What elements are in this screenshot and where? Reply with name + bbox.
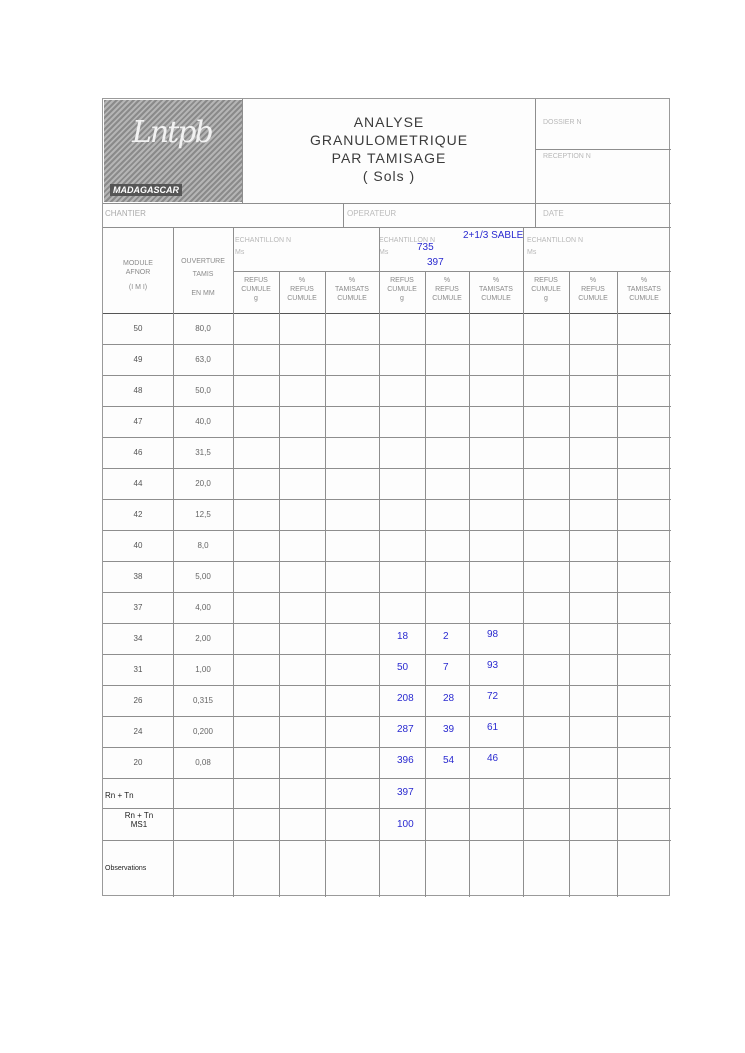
grid-line xyxy=(103,227,671,228)
tamis-cell: 63,0 xyxy=(195,355,211,364)
grid-line xyxy=(103,716,671,717)
subheader-line: % xyxy=(348,277,356,284)
subheader-line: REFUS xyxy=(435,286,459,293)
pct-refus-value: 39 xyxy=(443,724,455,735)
pct-refus-value: 28 xyxy=(443,693,455,704)
pct-tamisats-value: 98 xyxy=(487,629,499,640)
tamis-cell: 80,0 xyxy=(195,324,211,333)
grid-line xyxy=(103,778,671,779)
module-cell: 31 xyxy=(133,665,143,674)
refus-value: 396 xyxy=(397,755,414,766)
grid-line xyxy=(425,271,426,897)
tamis-cell: 8,0 xyxy=(197,541,209,550)
pct-tamisats-value: 61 xyxy=(487,722,499,733)
module-cell: 47 xyxy=(133,417,143,426)
tamis-label: TAMIS xyxy=(192,271,214,278)
module-cell: 20 xyxy=(133,758,143,767)
observations-label: Observations xyxy=(105,865,147,872)
grid-line xyxy=(103,468,671,469)
rn-tn-ms1-value: 100 xyxy=(397,819,414,830)
form-title xyxy=(243,113,535,185)
tamis-cell: 0,200 xyxy=(192,727,214,736)
title-line-1: ANALYSE xyxy=(353,114,425,130)
pct-refus-value: 7 xyxy=(443,662,449,673)
subheader-refus xyxy=(523,276,569,303)
subheader-line: CUMULE xyxy=(432,295,462,302)
date-label: DATE xyxy=(543,209,564,218)
subheader-line: TAMISATS xyxy=(335,286,369,293)
grid-line xyxy=(103,808,671,809)
module-header-line3: (I M I) xyxy=(128,284,148,291)
tamis-cell: 50,0 xyxy=(195,386,211,395)
granulometry-form xyxy=(102,98,670,896)
subheader-line: REFUS xyxy=(534,277,558,284)
grid-line xyxy=(103,375,671,376)
grid-line xyxy=(523,227,524,897)
en-mm-label: EN MM xyxy=(191,290,215,297)
pct-refus-value: 54 xyxy=(443,755,455,766)
subheader-line: CUMULE xyxy=(241,286,271,293)
title-line-3: PAR TAMISAGE xyxy=(331,150,447,166)
tamis-cell: 0,08 xyxy=(195,758,211,767)
grid-line xyxy=(325,271,326,897)
sample-mst-value: 397 xyxy=(427,257,444,268)
grid-line xyxy=(103,623,671,624)
ms-label-3: Ms xyxy=(527,249,537,256)
subheader-line: CUMULE xyxy=(387,286,417,293)
subheader-pct-tamisats xyxy=(325,276,379,303)
grid-line xyxy=(103,840,671,841)
tamis-cell: 12,5 xyxy=(195,510,211,519)
echantillon-header-1: ECHANTILLON N xyxy=(235,237,292,244)
module-cell: 42 xyxy=(133,510,143,519)
subheader-line: REFUS xyxy=(581,286,605,293)
tamis-cell: 5,00 xyxy=(195,572,211,581)
tamis-cell: 4,00 xyxy=(195,603,211,612)
operateur-label: OPERATEUR xyxy=(347,209,397,218)
subheader-line: CUMULE xyxy=(481,295,511,302)
tamis-cell: 20,0 xyxy=(195,479,211,488)
subheader-pct-tamisats xyxy=(617,276,671,303)
module-cell: 49 xyxy=(133,355,143,364)
module-cell: 34 xyxy=(133,634,143,643)
subheader-line: % xyxy=(492,277,500,284)
grid-line xyxy=(103,313,671,314)
refus-value: 208 xyxy=(397,693,414,704)
lntpb-logo xyxy=(104,100,242,202)
module-header xyxy=(103,259,173,292)
title-line-2: GRANULOMETRIQUE xyxy=(309,132,469,148)
module-cell: 38 xyxy=(133,572,143,581)
subheader-line: % xyxy=(589,277,597,284)
subheader-pct-tamisats xyxy=(469,276,523,303)
refus-value: 287 xyxy=(397,724,414,735)
module-cell: 46 xyxy=(133,448,143,457)
tamis-cell: 2,00 xyxy=(195,634,211,643)
tamis-cell: 31,5 xyxy=(195,448,211,457)
grid-line xyxy=(103,654,671,655)
module-cell: 26 xyxy=(133,696,143,705)
module-header-line1: MODULE xyxy=(123,260,153,267)
sample-name: 2+1/3 SABLE xyxy=(463,230,524,241)
subheader-line: CUMULE xyxy=(287,295,317,302)
grid-line xyxy=(469,271,470,897)
subheader-line: REFUS xyxy=(390,277,414,284)
module-cell: 44 xyxy=(133,479,143,488)
subheader-line: CUMULE xyxy=(629,295,659,302)
subheader-line: CUMULE xyxy=(531,286,561,293)
subheader-line: REFUS xyxy=(290,286,314,293)
subheader-pct-refus xyxy=(569,276,617,303)
reception-label: RECEPTION N xyxy=(543,153,591,160)
rn-tn-value: 397 xyxy=(397,787,414,798)
rn-tn-label: Rn + Tn xyxy=(105,791,134,800)
subheader-line: REFUS xyxy=(244,277,268,284)
refus-value: 18 xyxy=(397,631,409,642)
rn-tn-ms1-label xyxy=(105,811,173,829)
grid-line xyxy=(103,499,671,500)
subheader-line: TAMISATS xyxy=(627,286,661,293)
pct-tamisats-value: 46 xyxy=(487,753,499,764)
grid-line xyxy=(233,227,234,897)
grid-line xyxy=(103,406,671,407)
subheader-pct-refus xyxy=(279,276,325,303)
grid-line xyxy=(343,203,344,227)
module-header-line2: AFNOR xyxy=(125,269,151,276)
subheader-line: % xyxy=(640,277,648,284)
grid-line xyxy=(535,99,536,227)
grid-line xyxy=(173,227,174,897)
module-cell: 40 xyxy=(133,541,143,550)
grid-line xyxy=(103,530,671,531)
module-cell: 24 xyxy=(133,727,143,736)
tamis-cell: 1,00 xyxy=(195,665,211,674)
grid-line xyxy=(379,227,380,897)
subheader-pct-refus xyxy=(425,276,469,303)
logo-mark: Lntpb xyxy=(132,115,212,150)
grid-line xyxy=(103,437,671,438)
grid-line xyxy=(535,149,671,150)
grid-line xyxy=(103,685,671,686)
ouverture-label: OUVERTURE xyxy=(181,258,225,265)
ms-label-2: Ms xyxy=(379,249,389,256)
grid-line xyxy=(103,203,671,204)
subheader-line: g xyxy=(544,295,548,302)
pct-refus-value: 2 xyxy=(443,631,449,642)
pct-tamisats-value: 72 xyxy=(487,691,499,702)
grid-line xyxy=(233,271,671,272)
echantillon-header-3: ECHANTILLON N xyxy=(527,237,584,244)
grid-line xyxy=(103,592,671,593)
grid-line xyxy=(103,747,671,748)
dossier-label: DOSSIER N xyxy=(543,119,582,126)
grid-line xyxy=(617,271,618,897)
subheader-refus xyxy=(233,276,279,303)
grid-line xyxy=(103,561,671,562)
grid-line xyxy=(242,99,243,203)
logo-country: MADAGASCAR xyxy=(110,184,182,196)
echantillon-header-2: ECHANTILLON N xyxy=(379,237,436,244)
tamis-cell: 40,0 xyxy=(195,417,211,426)
subheader-line: g xyxy=(400,295,404,302)
module-cell: 48 xyxy=(133,386,143,395)
subheader-line: % xyxy=(298,277,306,284)
sample-ms-value: 735 xyxy=(417,242,434,253)
title-line-4: ( Sols ) xyxy=(362,168,416,184)
tamis-cell: 0,315 xyxy=(192,696,214,705)
refus-value: 50 xyxy=(397,662,409,673)
subheader-line: CUMULE xyxy=(578,295,608,302)
subheader-line: TAMISATS xyxy=(479,286,513,293)
rn-tn-ms1-line1: Rn + Tn xyxy=(124,811,154,820)
subheader-line: % xyxy=(443,277,451,284)
grid-line xyxy=(569,271,570,897)
module-cell: 50 xyxy=(133,324,143,333)
subheader-refus xyxy=(379,276,425,303)
chantier-label: CHANTIER xyxy=(105,209,146,218)
grid-line xyxy=(279,271,280,897)
module-cell: 37 xyxy=(133,603,143,612)
ouverture-header xyxy=(173,257,233,298)
grid-line xyxy=(103,344,671,345)
subheader-line: g xyxy=(254,295,258,302)
pct-tamisats-value: 93 xyxy=(487,660,499,671)
ms-label-1: Ms xyxy=(235,249,245,256)
rn-tn-ms1-line2: MS1 xyxy=(130,820,148,829)
subheader-line: CUMULE xyxy=(337,295,367,302)
